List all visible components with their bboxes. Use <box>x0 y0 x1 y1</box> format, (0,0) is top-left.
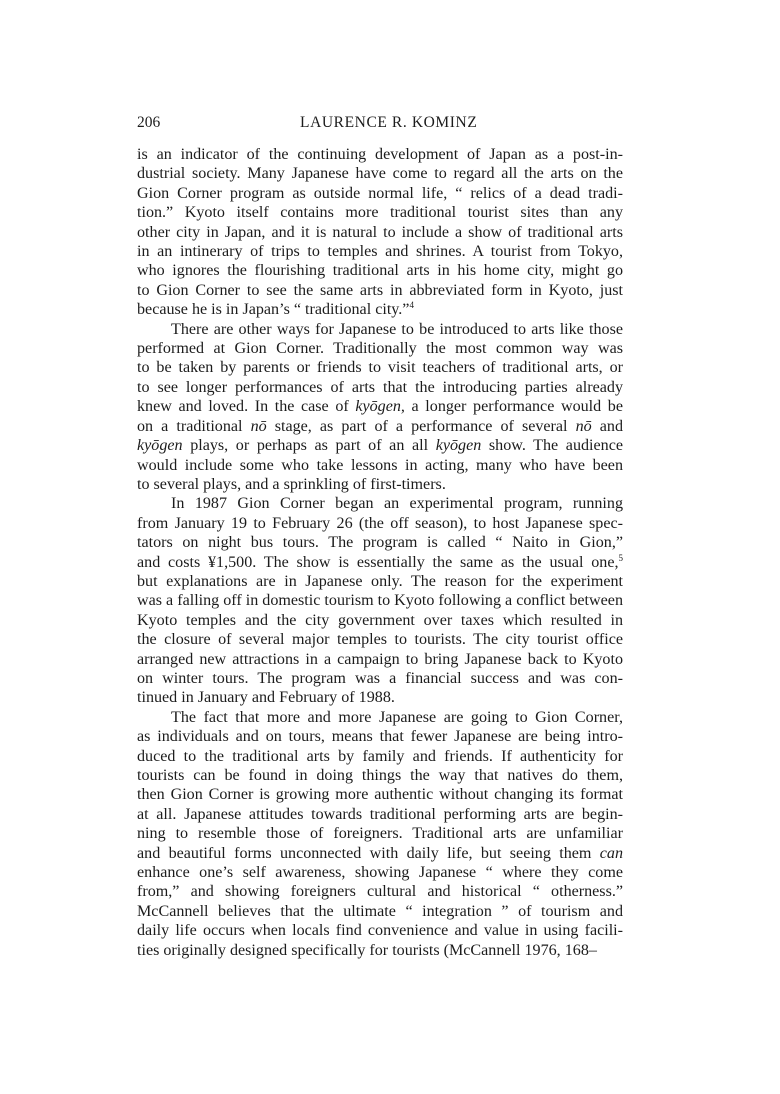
text-run: other city in Japan, and it is natural to include a show of traditional arts <box>137 223 623 241</box>
italic-term: kyōgen, <box>355 398 405 416</box>
text-run: The fact that more and more Japanese are going to Gion Corner, <box>171 708 623 726</box>
text-line <box>137 708 623 727</box>
text-run: on winter tours. The program was a financial success and was con- <box>137 669 623 687</box>
running-head: LAURENCE R. KOMINZ <box>300 114 478 131</box>
text-line <box>137 902 623 921</box>
text-run: Kyoto temples and the city government over taxes which resulted in <box>137 611 623 629</box>
text-run: from January 19 to February 26 (the off season), to host Japanese spec- <box>137 514 623 532</box>
text-run: because he is in Japan’s “ traditional city.” <box>137 301 410 319</box>
text-line <box>137 203 623 222</box>
text-line <box>137 533 623 552</box>
text-run: tators on night bus tours. The program is called “ Naito in Gion,” <box>137 534 623 552</box>
text-line <box>137 417 623 436</box>
paragraph <box>137 320 623 495</box>
text-run: the closure of several major temples to tourists. The city tourist office <box>137 631 623 649</box>
text-line <box>137 223 623 242</box>
text-line <box>137 785 623 804</box>
italic-term: nō <box>250 417 267 435</box>
text-line <box>137 553 623 572</box>
text-run: and <box>591 417 623 435</box>
text-run: knew and loved. In the case of <box>137 398 356 416</box>
text-line <box>137 184 623 203</box>
text-run: McCannell believes that the ultimate “ integration ” of tourism and <box>137 902 623 920</box>
text-line <box>137 242 623 261</box>
text-run: ties originally designed specifically for tourists (McCannell 1976, 168– <box>137 941 597 959</box>
text-line <box>137 844 623 863</box>
text-run: is an indicator of the continuing development of Japan as a post-in- <box>137 146 623 163</box>
text-line <box>137 436 623 455</box>
text-run: to Gion Corner to see the same arts in abbreviated form in Kyoto, just <box>137 281 623 299</box>
text-run: tourists can be found in doing things the way that natives do them, <box>137 767 623 784</box>
text-line <box>137 824 623 843</box>
text-run: would include some who take lessons in acting, many who have been <box>137 456 623 474</box>
text-run: in an intinerary of trips to temples and shrines. A tourist from Tokyo, <box>137 243 623 261</box>
paragraph <box>137 494 623 707</box>
text-line <box>137 747 623 766</box>
text-run: arranged new attractions in a campaign to bring Japanese back to Kyoto <box>137 650 623 668</box>
text-run: daily life occurs when locals find convenience and value in using facili- <box>137 922 623 940</box>
page-header <box>137 114 623 134</box>
text-run: performed at Gion Corner. Traditionally the most common way was <box>137 340 623 358</box>
italic-term: kyōgen <box>137 437 183 455</box>
page-number: 206 <box>137 114 161 131</box>
text-run: In 1987 Gion Corner began an experimental program, running <box>171 495 623 513</box>
text-line <box>137 611 623 630</box>
text-line <box>137 882 623 901</box>
text-line <box>137 921 623 940</box>
text-run: tion.” Kyoto itself contains more traditional tourist sites than any <box>137 204 623 222</box>
text-run: was a falling off in domestic tourism to Kyoto following a conflict between <box>137 592 623 610</box>
text-run: as individuals and on tours, means that fewer Japanese are being intro- <box>137 728 623 746</box>
text-line <box>137 669 623 688</box>
paragraph <box>137 708 623 960</box>
text-run: show. The audience <box>481 437 623 455</box>
text-run: ning to resemble those of foreigners. Traditional arts are unfamiliar <box>137 825 623 843</box>
text-line <box>137 475 623 494</box>
text-line <box>137 145 623 164</box>
text-run: a longer performance would be <box>404 398 623 416</box>
text-run: plays, or perhaps as part of an all <box>182 437 436 455</box>
text-line <box>137 688 623 707</box>
italic-term: can <box>599 844 623 862</box>
text-run: then Gion Corner is growing more authentic without changing its format <box>137 786 623 804</box>
text-run: There are other ways for Japanese to be introduced to arts like those <box>171 320 623 338</box>
text-line <box>137 397 623 416</box>
text-run: but explanations are in Japanese only. The reason for the experiment <box>137 572 623 590</box>
text-run: to be taken by parents or friends to visit teachers of traditional arts, or <box>137 359 623 377</box>
text-line <box>137 456 623 475</box>
text-run: on a traditional <box>137 417 251 435</box>
italic-term: kyōgen <box>435 437 482 455</box>
text-run: from,” and showing foreigners cultural and historical “ otherness.” <box>137 883 623 901</box>
text-line <box>137 261 623 280</box>
text-run: to several plays, and a sprinkling of first-timers. <box>137 475 446 493</box>
italic-term: nō <box>575 417 592 435</box>
text-run: Gion Corner program as outside normal life, “ relics of a dead tradi- <box>137 184 623 202</box>
text-line <box>137 572 623 591</box>
text-line <box>137 766 623 785</box>
text-run: duced to the traditional arts by family and friends. If authenticity for <box>137 747 623 765</box>
text-line <box>137 281 623 300</box>
text-run: at all. Japanese attitudes towards traditional performing arts are begin- <box>137 805 623 823</box>
text-run: and beautiful forms unconnected with daily life, but seeing them <box>137 844 600 862</box>
footnote-marker: 4 <box>409 300 414 311</box>
text-run: dustrial society. Many Japanese have come to regard all the arts on the <box>137 165 623 183</box>
body-text <box>137 145 623 960</box>
footnote-marker: 5 <box>618 552 623 563</box>
text-run: tinued in January and February of 1988. <box>137 689 395 707</box>
text-run: who ignores the flourishing traditional arts in his home city, might go <box>137 262 623 280</box>
text-run: stage, as part of a performance of several <box>266 417 576 435</box>
text-line <box>137 650 623 669</box>
text-line <box>137 514 623 533</box>
text-run: enhance one’s self awareness, showing Japanese “ where they come <box>137 864 623 882</box>
text-line <box>137 591 623 610</box>
text-line <box>137 941 623 960</box>
text-run: to see longer performances of arts that the introducing parties already <box>137 378 623 396</box>
text-line <box>137 494 623 513</box>
text-line <box>137 164 623 183</box>
text-line <box>137 727 623 746</box>
text-run: and costs ¥1,500. The show is essentially the same as the usual one, <box>137 553 619 571</box>
paragraph <box>137 145 623 320</box>
text-line <box>137 358 623 377</box>
text-line <box>137 320 623 339</box>
text-line <box>137 805 623 824</box>
text-line <box>137 378 623 397</box>
text-line <box>137 630 623 649</box>
text-line <box>137 300 623 319</box>
text-line <box>137 339 623 358</box>
text-line <box>137 863 623 882</box>
